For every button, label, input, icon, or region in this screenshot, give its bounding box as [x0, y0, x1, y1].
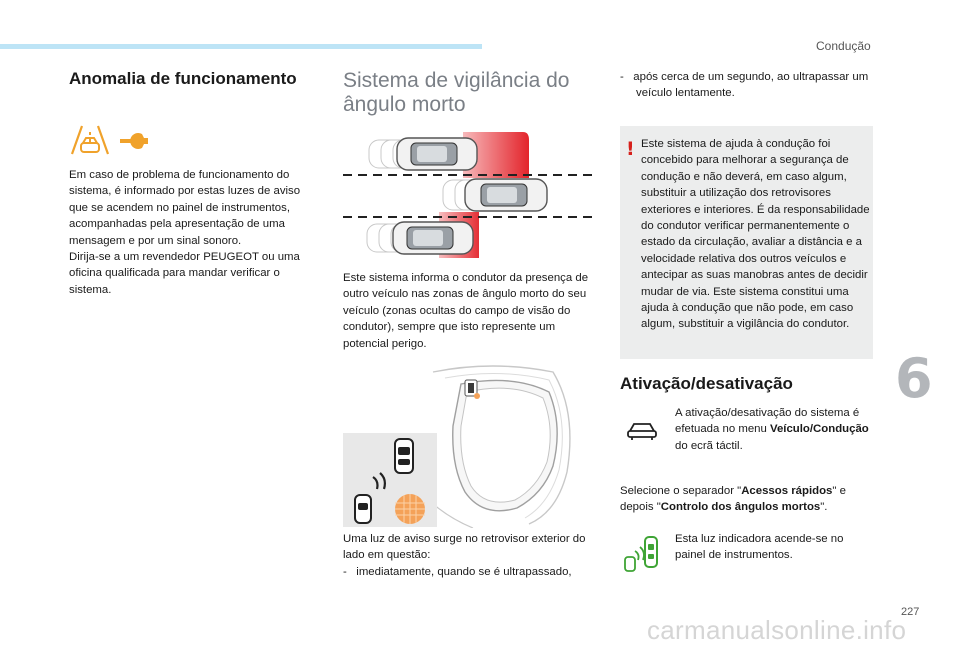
indicator-text: Esta luz indicadora acende-se no painel de instrumentos.: [675, 533, 844, 562]
mirror-warning-item-2: - após cerca de um segundo, ao ultrapassar um veículo lentamente.: [620, 71, 869, 100]
blind-spot-warning-inset: [343, 433, 437, 527]
activation-text-1: A ativação/desativação do sistema é efetuada no menu: [675, 407, 860, 436]
activation-text-2: do ecrã táctil.: [675, 439, 743, 452]
heading-blind-spot-line-1: Sistema de vigilância do: [343, 69, 570, 92]
activation-menu-text: [675, 405, 873, 454]
driver-assist-warning-icon: [68, 124, 112, 158]
header-accent-bar: [0, 44, 482, 49]
heading-malfunction: Anomalia de funcionamento: [69, 69, 297, 88]
vehicle-menu-icon: [626, 421, 658, 441]
select-tab-text: [620, 483, 873, 516]
mirror-warning-paragraph: Uma luz de aviso surge no retrovisor exterior do lado em questão:: [343, 533, 586, 562]
warning-exclamation-icon: !: [626, 138, 635, 160]
mirror-warning-continuation: [620, 69, 873, 102]
heading-blind-spot: [343, 69, 569, 117]
select-text-1: Selecione o separador ": [620, 485, 742, 497]
activation-menu-name: Veículo/Condução: [770, 423, 869, 436]
wrench-icon: [118, 131, 154, 151]
select-tab-quick-access: Acessos rápidos: [741, 485, 833, 497]
safety-note-text: Este sistema de ajuda à condução foi concebido para melhorar a segurança de condução e não deverá, em caso algum, substituir a utilização dos retrovisores exteriores e interiores. É da responsabilidade do condutor verificar permanentemente o estado da circulação, avaliar a distância e a velocidade relativa dos outros veículos e antecipar as suas manobras antes de decidir mudar de via. Este sistema constitui uma ajuda à condução que não pode, em caso algum, substituir a vigilância do condutor.: [641, 138, 870, 331]
select-text-2: " e depois ": [620, 485, 846, 514]
section-name: Condução: [816, 39, 871, 53]
blind-spot-indicator-icon: [621, 535, 663, 573]
blind-spot-zones-illustration: [343, 128, 597, 262]
select-blind-spot-control: Controlo dos ângulos mortos: [660, 501, 821, 514]
malfunction-paragraph-2: Dirija-se a um revendedor PEUGEOT ou uma oficina qualificada para mandar verificar o sistema.: [69, 251, 300, 296]
blind-spot-warning-icon: [343, 433, 437, 527]
chapter-number: 6: [895, 347, 933, 410]
page-number: 227: [901, 606, 920, 618]
select-text-3: ".: [820, 501, 828, 514]
mirror-warning-text: [343, 531, 597, 580]
heading-activation: Ativação/desativação: [620, 374, 793, 393]
mirror-warning-item-1: - imediatamente, quando se é ultrapassado,: [343, 565, 572, 578]
watermark: carmanualsonline.info: [647, 615, 907, 645]
heading-blind-spot-line-2: ângulo morto: [343, 93, 466, 116]
malfunction-paragraph-1: Em caso de problema de funcionamento do sistema, é informado por estas luzes de aviso que se acendem no painel de instrumentos, acompanhadas pela apresentação de uma mensagem e por um sinal sonoro.: [69, 169, 301, 247]
blind-spot-paragraph-1: Este sistema informa o condutor da presença de outro veículo nas zonas de ângulo morto do seu veículo (zonas ocultas do campo de visão do condutor), sempre que isto represente um potencial perigo.: [343, 272, 589, 350]
